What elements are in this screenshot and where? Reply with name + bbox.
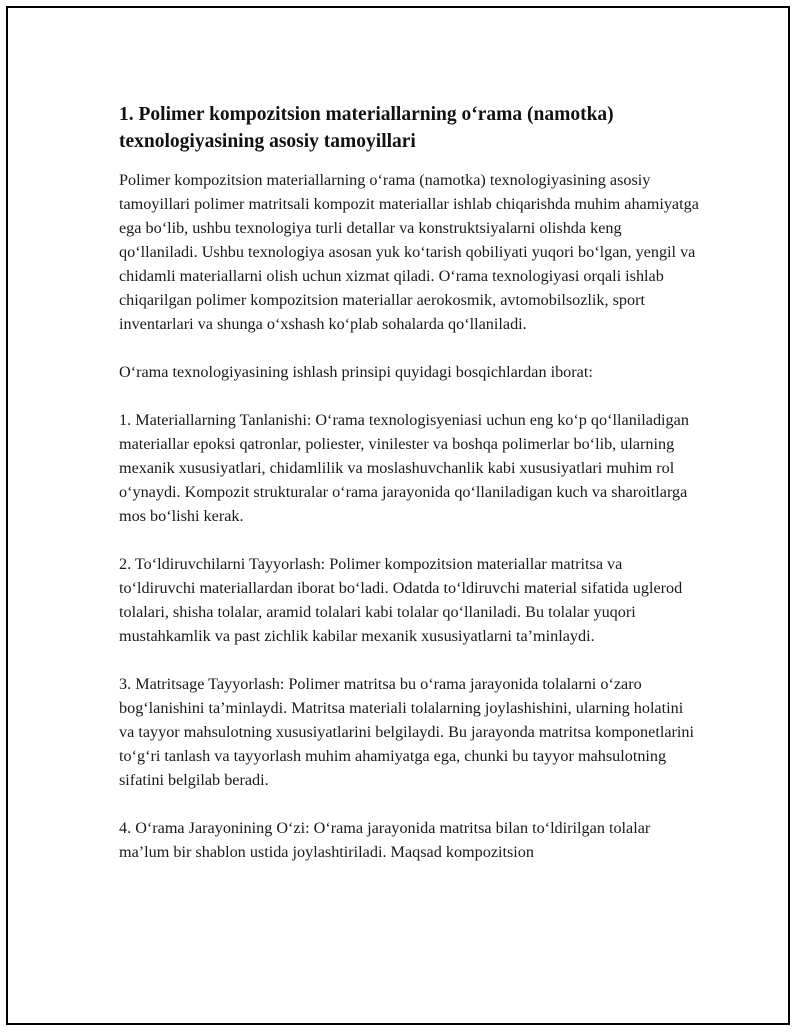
intro-paragraph: Polimer kompozitsion materiallarning o‘rama (namotka) texnologiyasining asosiy tamoyillari polimer matritsali kompozit materiallar ishlab chiqarishda muhim ahamiyatga ega bo‘lib, ushbu texnologiya turli detallar va konstruktsiyalarni olishda keng qo‘llaniladi. Ushbu texnologiya asosan yuk ko‘tarish qobiliyati yuqori bo‘lgan, yengil va chidamli materiallarni olish uchun xizmat qiladi. O‘rama texnologiyasi orqali ishlab chiqarilgan polimer kompozitsion materiallar aerokosmik, avtomobilsozlik, sport inventarlari va shunga o‘xshash ko‘plab sohalarda qo‘llaniladi.	[119, 171, 699, 333]
step-3-paragraph: 3. Matritsage Tayyorlash: Polimer matritsa bu o‘rama jarayonida tolalarni o‘zaro bog‘lanishini ta’minlaydi. Matritsa materiali tolalarning joylashishini, ularning holatini va tayyor mahsulotning xususiyatlarini belgilaydi. Bu jarayonda matritsa komponetlarini to‘g‘ri tanlash va tayyorlash muhim ahamiyatga ega, chunki bu tayyor mahsulotning sifatini belgilab beradi.	[119, 675, 694, 789]
step-2-paragraph: 2. To‘ldiruvchilarni Tayyorlash: Polimer kompozitsion materiallar matritsa va to‘ldiruvchi materiallardan iborat bo‘ladi. Odatda to‘ldiruvchi material sifatida uglerod tolalari, shisha tolalar, aramid tolalari kabi tolalar qo‘llaniladi. Bu tolalar yuqori mustahkamlik va past zichlik kabilar mexanik xususiyatlarni ta’minlaydi.	[119, 555, 683, 645]
step-4-paragraph: 4. O‘rama Jarayonining O‘zi: O‘rama jarayonida matritsa bilan to‘ldirilgan tolalar ma’lum bir shablon ustida joylashtiriladi. Maqsad kompozitsion	[119, 819, 651, 861]
principle-intro-paragraph: O‘rama texnologiyasining ishlash prinsipi quyidagi bosqichlardan iborat:	[119, 363, 593, 381]
document-page	[6, 6, 790, 1025]
step-1-paragraph: 1. Materiallarning Tanlanishi: O‘rama texnologisyeniasi uchun eng ko‘p qo‘llaniladigan materiallar epoksi qatronlar, poliester, vinilester va boshqa polimerlar bo‘lib, ularning mexanik xususiyatlari, chidamlilik va moslashuvchanlik kabi xususiyatlari muhim rol o‘ynaydi. Kompozit strukturalar o‘rama jarayonida qo‘llaniladigan kuch va sharoitlarga mos bo‘lishi kerak.	[119, 411, 689, 525]
section-heading: 1. Polimer kompozitsion materiallarning o‘rama (namotka) texnologiyasining asosiy tamoyillari	[119, 104, 614, 152]
document-body	[119, 101, 699, 888]
